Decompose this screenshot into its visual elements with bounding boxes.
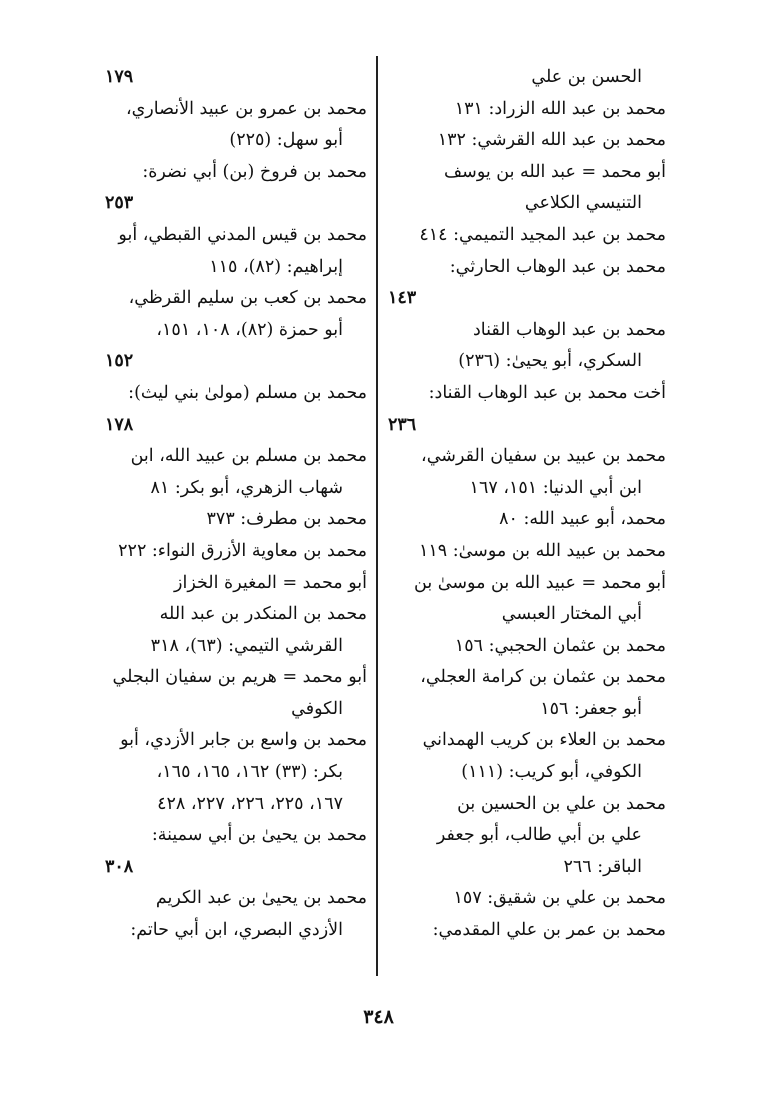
index-line: الحسن بن علي (531, 67, 642, 87)
index-line: ١٥٢ (105, 351, 134, 372)
index-line: الباقر: ٢٦٦ (563, 856, 642, 877)
index-line: محمد بن عبد الوهاب القناد (472, 319, 666, 340)
index-line: التنيسي الكلاعي (524, 193, 642, 214)
index-line: محمد بن علي بن الحسين بن (457, 793, 666, 814)
index-line: محمد، أبو عبيد الله: ٨٠ (499, 509, 666, 530)
index-line: القرشي التيمي: (٦٣)، ٣١٨ (150, 635, 343, 656)
index-line: أبو محمد = هريم بن سفيان البجلي (112, 667, 367, 688)
index-line: محمد بن كعب بن سليم القرظي، (128, 288, 367, 309)
index-line: محمد بن مسلم (مولىٰ بني ليث): (128, 382, 367, 403)
index-line: محمد بن مسلم بن عبيد الله، ابن (130, 446, 367, 467)
index-line: محمد بن عمر بن علي المقدمي: (432, 920, 666, 941)
index-line: محمد بن عبد المجيد التميمي: ٤١٤ (419, 224, 666, 245)
index-line: ٢٣٦ (388, 414, 417, 435)
index-column-left (105, 62, 367, 947)
index-line: محمد بن عبد الله الزراد: ١٣١ (454, 98, 666, 119)
index-line: ١٧٨ (105, 414, 134, 435)
index-line: محمد بن عثمان الحجبي: ١٥٦ (454, 635, 666, 656)
index-line: ١٦٧، ٢٢٥، ٢٢٦، ٢٢٧، ٤٢٨ (157, 793, 343, 814)
index-line: ٣٠٨ (105, 856, 134, 877)
index-line: محمد بن مطرف: ٣٧٣ (206, 509, 367, 530)
index-line: أبو محمد = عبيد الله بن موسىٰ بن (414, 572, 666, 593)
index-line: ١٧٩ (105, 67, 134, 87)
index-line: ١٤٣ (388, 288, 417, 309)
index-line: محمد بن يحيىٰ بن أبي سمينة: (151, 825, 367, 846)
index-line: أبو جعفر: ١٥٦ (540, 698, 642, 719)
index-line: بكر: (٣٣) ١٦٢، ١٦٥، ١٦٥، (156, 762, 343, 783)
index-line: شهاب الزهري، أبو بكر: ٨١ (150, 477, 343, 498)
index-line: محمد بن قيس المدني القبطي، أبو (118, 224, 367, 245)
index-line: ابن أبي الدنيا: ١٥١، ١٦٧ (469, 477, 642, 498)
index-line: محمد بن معاوية الأزرق النواء: ٢٢٢ (118, 540, 367, 561)
index-line: محمد بن عمرو بن عبيد الأنصاري، (125, 98, 367, 119)
index-line: محمد بن عبد الوهاب الحارثي: (449, 256, 666, 277)
index-line: أبو محمد = عبد الله بن يوسف (444, 161, 666, 182)
index-line: محمد بن واسع بن جابر الأزدي، أبو (120, 730, 367, 751)
index-line: محمد بن علي بن شقيق: ١٥٧ (453, 888, 666, 909)
index-line: إبراهيم: (٨٢)، ١١٥ (209, 256, 343, 277)
index-line: أبي المختار العبسي (501, 604, 642, 625)
index-line: محمد بن عبد الله القرشي: ١٣٢ (437, 130, 666, 151)
index-line: أبو محمد = المغيرة الخزاز (174, 572, 367, 593)
index-line: الكوفي (291, 698, 343, 719)
index-line: أبو حمزة (٨٢)، ١٠٨، ١٥١، (156, 319, 343, 340)
index-line: محمد بن عثمان بن كرامة العجلي، (420, 667, 666, 688)
column-divider (376, 56, 378, 976)
index-line: الكوفي، أبو كريب: (١١١) (461, 762, 642, 783)
index-line: محمد بن العلاء بن كريب الهمداني (422, 730, 666, 751)
index-line: محمد بن عبيد بن سفيان القرشي، (421, 446, 666, 467)
page-number: ٣٤٨ (363, 1006, 394, 1028)
index-line: علي بن أبي طالب، أبو جعفر (436, 825, 642, 846)
index-column-right (388, 62, 666, 947)
index-line: محمد بن المنكدر بن عبد الله (159, 604, 367, 625)
index-line: محمد بن يحيىٰ بن عبد الكريم (155, 888, 367, 909)
index-line: محمد بن عبيد الله بن موسىٰ: ١١٩ (418, 540, 666, 561)
index-line: أبو سهل: (٢٢٥) (229, 130, 343, 151)
index-line: السكري، أبو يحيىٰ: (٢٣٦) (458, 351, 642, 372)
index-line: أخت محمد بن عبد الوهاب القناد: (428, 382, 666, 403)
index-line: محمد بن فروخ (بن) أبي نضرة: (142, 161, 367, 182)
index-line: ٢٥٣ (105, 193, 134, 214)
index-line: الأزدي البصري، ابن أبي حاتم: (130, 920, 343, 941)
